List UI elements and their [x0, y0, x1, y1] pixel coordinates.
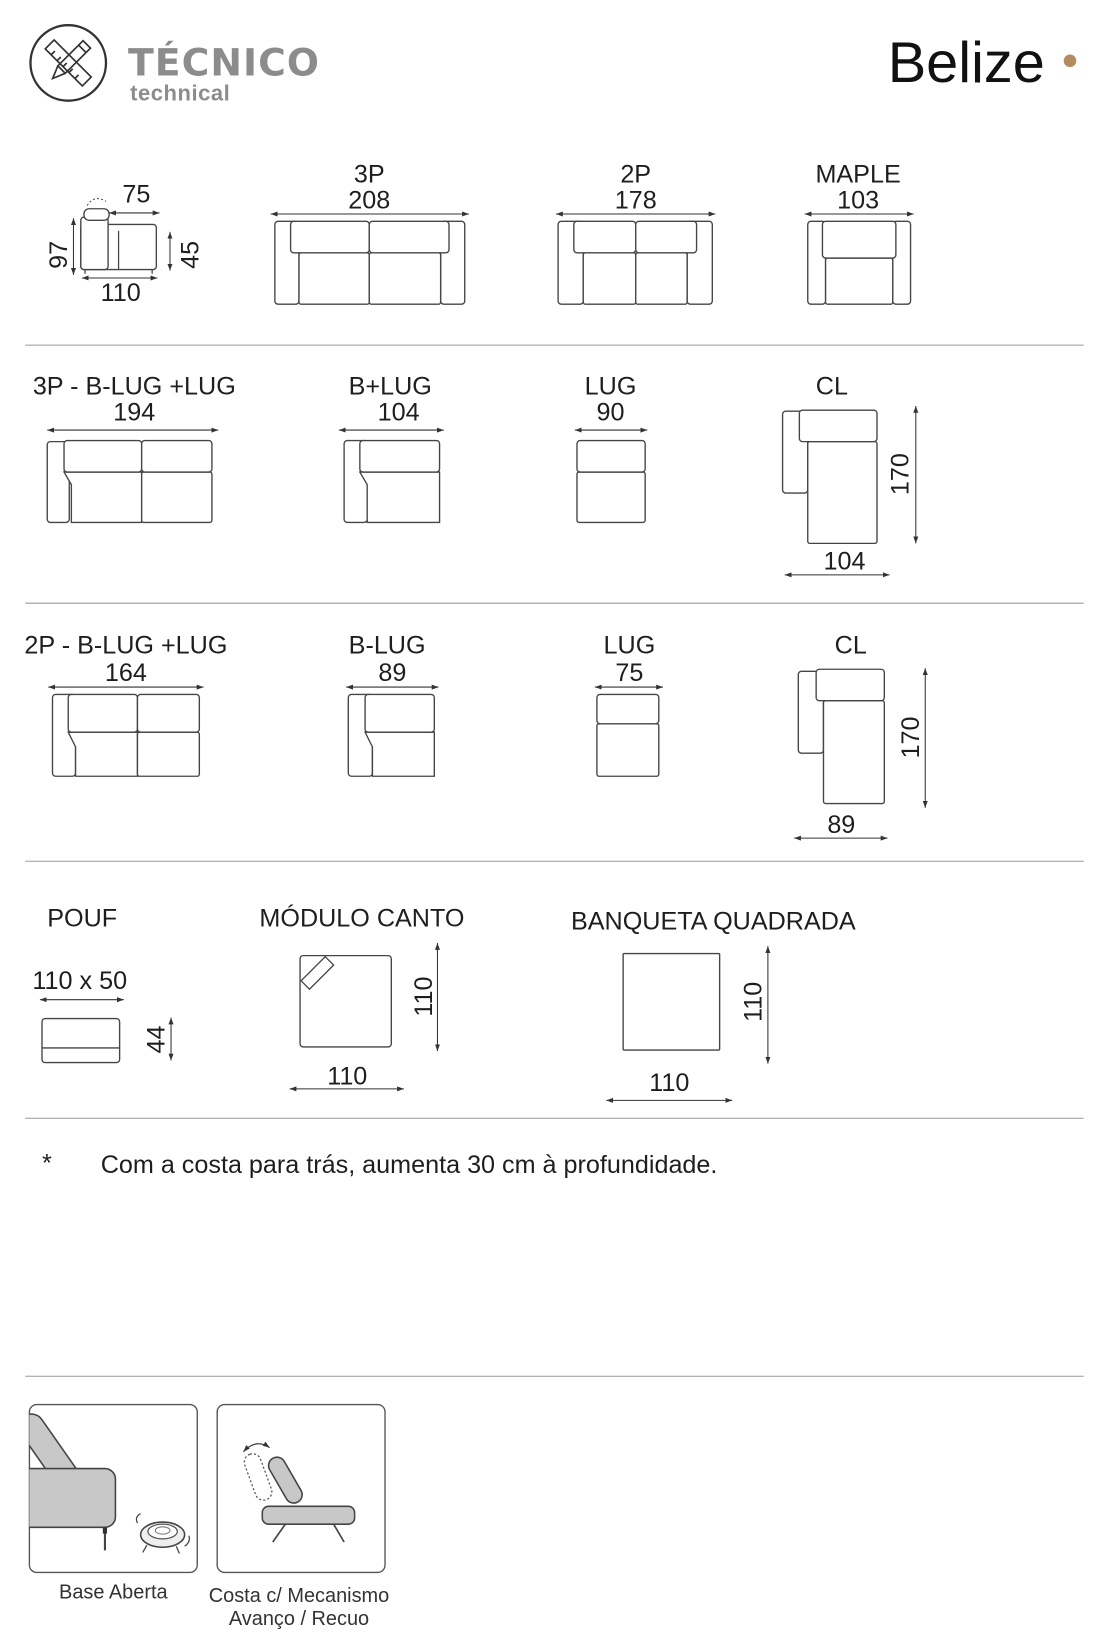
combo-3p-b-lug-lug — [33, 372, 236, 522]
lug-75 — [595, 632, 663, 777]
seat-cushion — [823, 701, 884, 804]
seat-cushion — [64, 472, 142, 522]
footnote-text: Com a costa para trás, aumenta 30 cm à profundidade. — [100, 1150, 718, 1179]
profile-back — [81, 217, 108, 269]
back-cushion — [142, 441, 212, 472]
total-depth-value: 110 — [100, 279, 141, 308]
footnote — [42, 1150, 717, 1179]
b-lug — [346, 632, 438, 777]
pencil-ruler-icon — [30, 25, 106, 101]
module-depth: 110 — [739, 981, 768, 1022]
sofa-2p — [556, 161, 715, 305]
module-height: 44 — [142, 1025, 171, 1054]
feature-label: Costa c/ Mecanismo — [208, 1584, 390, 1607]
module-name: CL — [834, 631, 867, 660]
profile-drawing — [81, 199, 157, 274]
profile-view — [45, 180, 204, 307]
corner-module — [259, 903, 464, 1090]
module-name: MÓDULO CANTO — [259, 904, 465, 933]
module-width: 75 — [615, 658, 644, 687]
seat-cushion — [137, 732, 199, 776]
leg-cap — [103, 1527, 107, 1533]
module-name: B-LUG — [348, 631, 426, 660]
pouf — [32, 904, 171, 1062]
row-2 — [33, 372, 916, 575]
back-cushion — [365, 694, 434, 732]
seat-cushion — [365, 732, 434, 776]
maple-drawing — [808, 221, 911, 304]
chaise-drawing — [783, 410, 877, 543]
pouf-body — [42, 1019, 120, 1063]
module-name: 2P - B-LUG +LUG — [24, 631, 228, 660]
seat-cushion — [299, 253, 369, 304]
module-length: 170 — [886, 453, 915, 496]
seat-cushion — [142, 472, 212, 522]
module-width: 164 — [104, 658, 147, 687]
module-name: POUF — [47, 904, 118, 933]
module-width: 110 — [327, 1062, 368, 1091]
feature-card-frame — [217, 1405, 385, 1573]
back-cushion — [577, 441, 645, 472]
module-name: 2P — [620, 160, 652, 189]
b-plus-lug-drawing — [344, 441, 439, 523]
seat-cushion — [369, 253, 440, 304]
back-cushion — [636, 221, 697, 252]
lug-90 — [575, 372, 647, 522]
total-height-value: 97 — [45, 240, 74, 269]
accent-dot — [1064, 55, 1077, 68]
chaise-drawing — [798, 669, 884, 803]
module-name: 3P — [353, 160, 385, 189]
corner-module-drawing — [300, 956, 391, 1047]
sofa-3p-drawing — [275, 221, 465, 304]
row-3 — [24, 632, 925, 839]
lug-drawing — [597, 694, 659, 776]
module-name: 3P - B-LUG +LUG — [32, 372, 236, 401]
module-length: 170 — [896, 716, 925, 759]
profile-motion-arc — [87, 199, 106, 206]
module-name: LUG — [584, 372, 637, 401]
module-width: 194 — [113, 398, 156, 427]
bench-top — [623, 954, 720, 1051]
module-width: 103 — [837, 186, 880, 215]
back-cushion — [816, 669, 884, 700]
seat-cushion — [826, 258, 893, 304]
back-cushion — [799, 410, 877, 441]
b-plus-lug — [339, 372, 444, 522]
back-cushion — [360, 441, 440, 472]
back-cushion — [369, 221, 449, 252]
feature-card-open-base — [14, 1405, 197, 1604]
combo-2p-b-lug-lug — [24, 632, 227, 777]
footnote-marker: * — [41, 1149, 52, 1178]
combo-3p-drawing — [47, 441, 212, 523]
sofa-3p — [271, 161, 469, 305]
back-cushion — [822, 221, 895, 258]
module-width: 104 — [377, 398, 420, 427]
seat — [19, 1469, 116, 1528]
module-width: 104 — [823, 547, 866, 576]
module-name: CL — [815, 372, 848, 401]
row-1 — [45, 161, 914, 308]
module-name: BANQUETA QUADRADA — [570, 907, 856, 936]
module-width: 110 — [649, 1068, 690, 1097]
square-bench-drawing — [623, 954, 720, 1051]
seat-cushion — [68, 732, 137, 776]
seat-cushion — [583, 253, 635, 304]
feature-label: Avanço / Recuo — [228, 1607, 370, 1630]
section-title: TÉCNICO — [128, 40, 321, 85]
seat-cushion — [597, 724, 659, 776]
back-cushion — [68, 694, 137, 732]
module-size: 110 x 50 — [32, 967, 128, 996]
module-name: MAPLE — [815, 160, 901, 189]
pouf-drawing — [42, 1019, 120, 1063]
module-name: B+LUG — [348, 372, 432, 401]
lug-drawing — [577, 441, 645, 523]
back-cushion — [64, 441, 142, 472]
seat-cushion — [636, 253, 687, 304]
section-subtitle: technical — [130, 80, 231, 106]
module-width: 89 — [378, 658, 407, 687]
chaise-longue-89 — [794, 632, 925, 839]
module-depth: 110 — [410, 976, 439, 1017]
back-cushion — [137, 694, 199, 732]
module-width: 89 — [827, 810, 856, 839]
row-4 — [32, 903, 855, 1100]
feature-label: Base Aberta — [59, 1581, 168, 1604]
back-cushion — [574, 221, 636, 252]
back-cushion — [291, 221, 370, 252]
profile-headrest — [84, 209, 109, 221]
sofa-2p-drawing — [558, 221, 712, 304]
feature-card-reclining-back — [209, 1405, 389, 1630]
seat-cushion — [360, 472, 440, 522]
module-width: 178 — [614, 186, 657, 215]
combo-2p-drawing — [52, 694, 199, 776]
product-name: Belize — [887, 30, 1045, 95]
top-depth-value: 75 — [122, 180, 151, 209]
back-cushion — [597, 694, 659, 723]
module-width: 208 — [348, 186, 391, 215]
chaise-longue-104 — [783, 372, 916, 575]
b-lug-drawing — [348, 694, 434, 776]
header — [30, 25, 1076, 106]
seat-cushion — [808, 442, 877, 544]
seat — [262, 1506, 354, 1524]
square-bench — [571, 907, 856, 1100]
seat-cushion — [577, 472, 645, 522]
module-width: 90 — [596, 398, 625, 427]
seat-height-value: 45 — [176, 240, 205, 269]
maple-armchair — [805, 161, 914, 305]
module-name: LUG — [603, 631, 656, 660]
